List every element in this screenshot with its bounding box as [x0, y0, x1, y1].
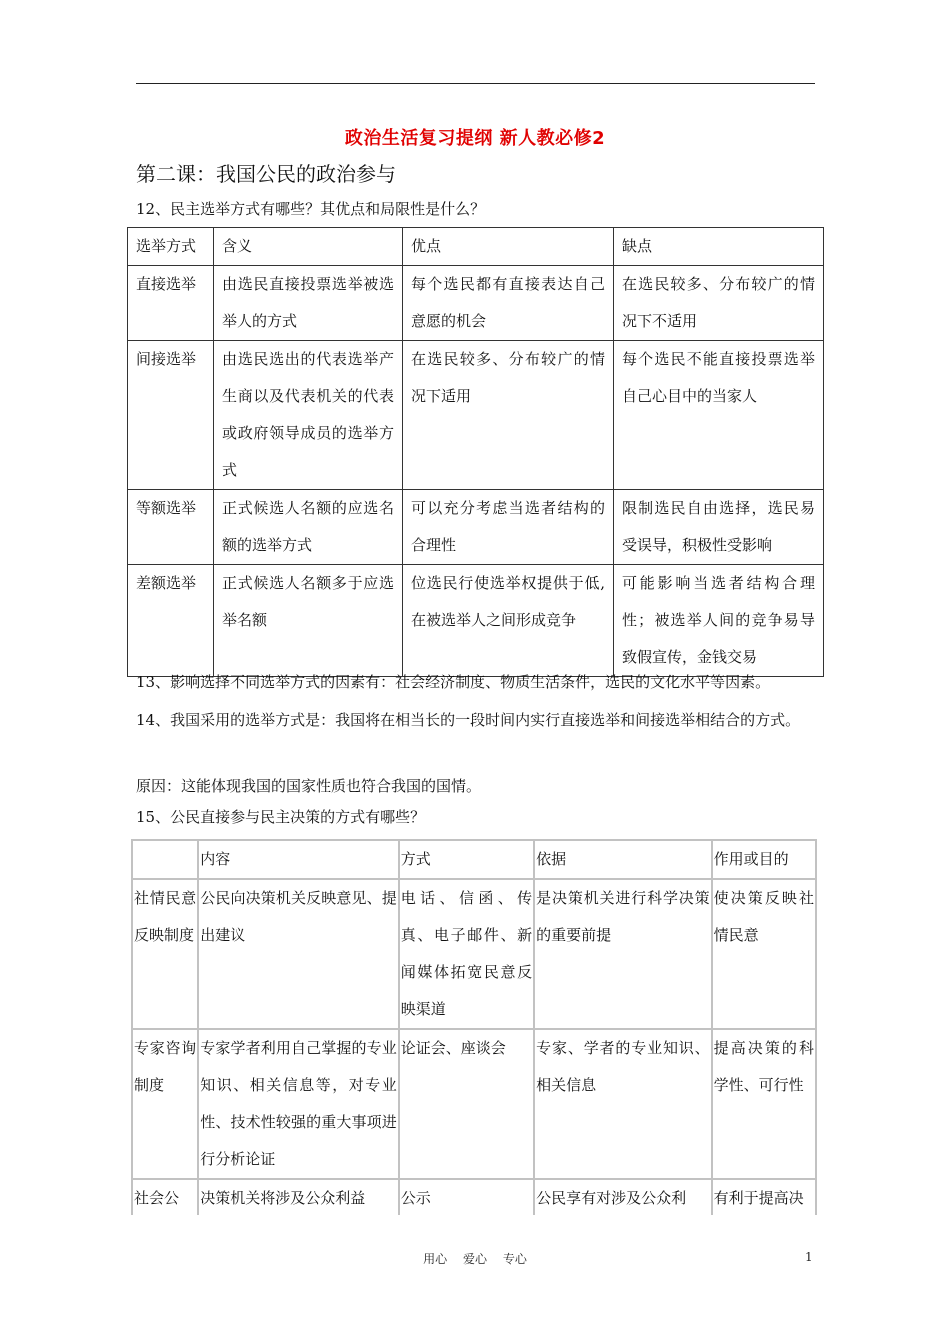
- table-row: [128, 565, 824, 677]
- table-row: [128, 341, 824, 490]
- footer-motto: 用心: [423, 1252, 448, 1266]
- table-header-cell: 缺点: [614, 228, 824, 266]
- table-cell: 公民向决策机关反映意见、提出建议: [198, 879, 399, 1029]
- table-cell: 每个选民都有直接表达自己意愿的机会: [403, 266, 614, 341]
- page-number: 1: [805, 1250, 813, 1264]
- reason-paragraph: 原因：这能体现我国的国家性质也符合我国的国情。: [136, 777, 482, 795]
- footer-motto: 专心: [502, 1252, 527, 1266]
- table-cell: 提高决策的科学性、可行性: [712, 1029, 816, 1179]
- table-cell: 论证会、座谈会: [399, 1029, 534, 1179]
- table-cell: 可能影响当选者结构合理性；被选举人间的竞争易导致假宣传，金钱交易: [614, 565, 824, 677]
- table-cell: 位选民行使选举权提供于低,在被选举人之间形成竞争: [403, 565, 614, 677]
- table-cell: 专家咨询制度: [132, 1029, 198, 1179]
- paragraph-14: 14、我国采用的选举方式是：我国将在相当长的一段时间内实行直接选举和间接选举相结合的方式。: [136, 711, 801, 729]
- table-cell: 每个选民不能直接投票选举自己心目中的当家人: [614, 341, 824, 490]
- table-header-cell: 作用或目的: [712, 840, 816, 879]
- table-header-cell: 内容: [198, 840, 399, 879]
- paragraph-13: 13、影响选择不同选举方式的因素有：社会经济制度、物质生活条件，选民的文化水平等因素。: [136, 673, 771, 691]
- table-header-cell: 依据: [534, 840, 712, 879]
- table-cell: 是决策机关进行科学决策的重要前提: [534, 879, 712, 1029]
- table-cell: 直接选举: [128, 266, 214, 341]
- table-cell: 间接选举: [128, 341, 214, 490]
- table-cell: 有利于提高决: [712, 1179, 816, 1215]
- table-row: [132, 1029, 816, 1179]
- table-cell: 由选民直接投票选举被选举人的方式: [214, 266, 403, 341]
- table-header-cell: 优点: [403, 228, 614, 266]
- table-cell: 等额选举: [128, 490, 214, 565]
- document-title: 政治生活复习提纲 新人教必修2: [344, 128, 606, 149]
- footer-motto: 爱心: [462, 1252, 487, 1266]
- table-cell: 社情民意反映制度: [132, 879, 198, 1029]
- table-cell: 在选民较多、分布较广的情况下不适用: [614, 266, 824, 341]
- table-cell: 在选民较多、分布较广的情况下适用: [403, 341, 614, 490]
- table-cell: 使决策反映社情民意: [712, 879, 816, 1029]
- question-12: 12、民主选举方式有哪些？其优点和局限性是什么？: [136, 200, 486, 218]
- table-cell: 正式候选人名额的应选名额的选举方式: [214, 490, 403, 565]
- decision-participation-table: [131, 839, 817, 1215]
- lesson-heading: 第二课：我国公民的政治参与: [136, 162, 396, 186]
- table-header-row: [132, 840, 816, 879]
- table-header-cell: [132, 840, 198, 879]
- table-cell: 决策机关将涉及公众利益: [198, 1179, 399, 1215]
- table-header-cell: 含义: [214, 228, 403, 266]
- table-cell: 公民享有对涉及公众利: [534, 1179, 712, 1215]
- table-cell: 专家、学者的专业知识、相关信息: [534, 1029, 712, 1179]
- table-row: [128, 266, 824, 341]
- table-cell: 由选民选出的代表选举产生商以及代表机关的代表或政府领导成员的选举方式: [214, 341, 403, 490]
- header-rule: [136, 83, 815, 84]
- table-row: [132, 879, 816, 1029]
- table-cell: 专家学者利用自己掌握的专业知识、相关信息等，对专业性、技术性较强的重大事项进行分析论证: [198, 1029, 399, 1179]
- table-row: [132, 1179, 816, 1215]
- question-15: 15、公民直接参与民主决策的方式有哪些？: [136, 808, 426, 826]
- decision-table-wrapper: [131, 839, 817, 1215]
- table-cell: 差额选举: [128, 565, 214, 677]
- table-cell: 社会公: [132, 1179, 198, 1215]
- table-cell: 限制选民自由选择，选民易受误导，积极性受影响: [614, 490, 824, 565]
- table-header-row: [128, 228, 824, 266]
- table-cell: 正式候选人名额多于应选举名额: [214, 565, 403, 677]
- table-header-cell: 选举方式: [128, 228, 214, 266]
- election-methods-table: [127, 227, 824, 677]
- table-cell: 电话、信函、传真、电子邮件、新闻媒体拓宽民意反映渠道: [399, 879, 534, 1029]
- table-cell: 可以充分考虑当选者结构的合理性: [403, 490, 614, 565]
- table-row: [128, 490, 824, 565]
- table-cell: 公示: [399, 1179, 534, 1215]
- table-header-cell: 方式: [399, 840, 534, 879]
